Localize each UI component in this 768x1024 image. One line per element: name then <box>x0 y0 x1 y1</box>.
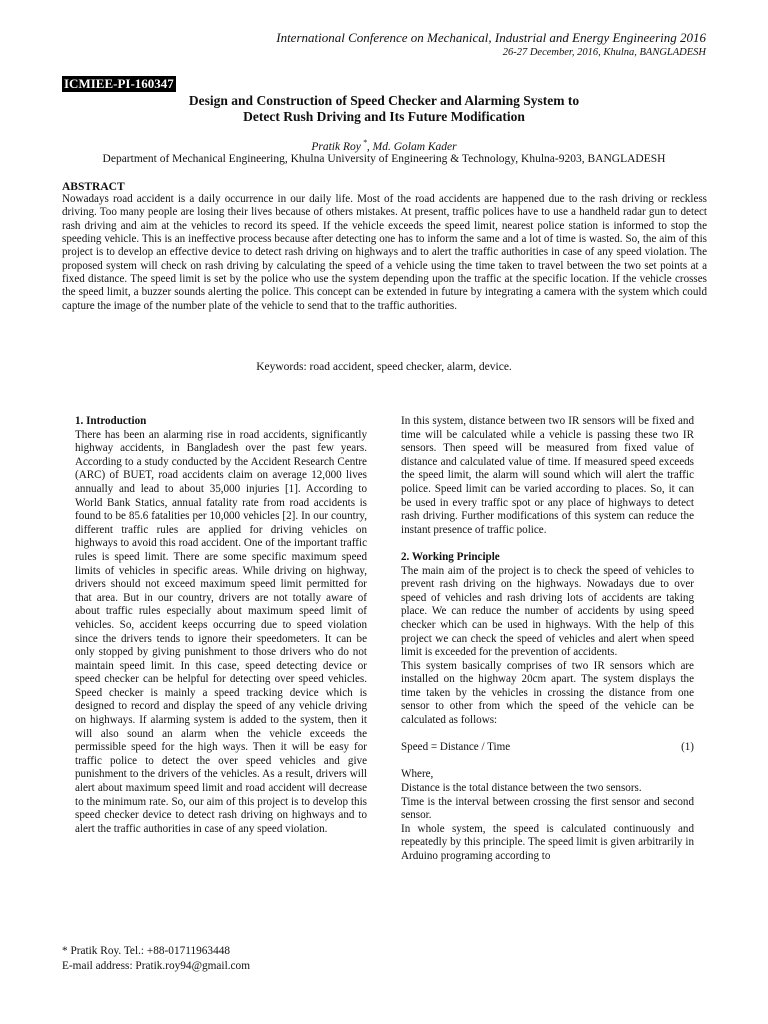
keywords-line: Keywords: road accident, speed checker, alarm, device. <box>256 361 512 373</box>
left-column <box>75 415 367 836</box>
working-principle-paragraph-1: The main aim of the project is to check the speed of vehicles to prevent rash driving on the highways. Nowadays due to over speed of vehicles and rash driving lots of accidents are taking place. We can reduce the number of accidents by using speed checker which can be used in highways. With the help of this project we can check the speed of vehicles and alert when speed limit is exceeded for the prevention of accidents. <box>401 564 694 659</box>
co-author-names: , Md. Golam Kader <box>366 140 457 153</box>
conference-name: International Conference on Mechanical, Industrial and Energy Engineering 2016 <box>276 30 706 45</box>
section-heading-working-principle: 2. Working Principle <box>401 550 500 563</box>
equation-number: (1) <box>681 741 694 754</box>
equation-text: Speed = Distance / Time <box>401 741 511 754</box>
distance-definition: Distance is the total distance between the two sensors. <box>401 782 642 795</box>
corresponding-author-mark: * <box>362 138 367 147</box>
footnote-email: E-mail address: Pratik.roy94@gmail.com <box>62 960 250 972</box>
abstract-text: Nowadays road accident is a daily occurrence in our daily life. Most of the road accidents are happened due to the rash driving or reckless driving. Too many people are losing their lives because of others mistakes. At present, traffic polices have to use a handheld radar gun to detect rash driving and aim at the vehicles to record its speed. If the vehicle exceeds the speed limit, nearest police station is informed to stop the speeding vehicle. This is an ineffective process because after detecting one has to inform the same and a lot of time is wasted. So, the aim of this project is to develop an effective device to detect rash driving on highways and to alert the traffic authorities in case of any speed violation. The proposed system will check on rash driving by calculating the speed of a vehicle using the time taken to travel between the two set points at a fixed distance. The speed limit is set by the police who use the system depending upon the traffic at the specific location. If the vehicle crosses the speed limit, a buzzer sounds alerting the police. This concept can be extended in future by integrating a camera with the system which could capture the image of the number plate of the vehicle to send that to the traffic authorities. <box>62 193 707 312</box>
time-definition: Time is the interval between crossing the first sensor and second sensor. <box>401 795 694 822</box>
paper-id-label: ICMIEE-PI-160347 <box>64 76 174 91</box>
where-label: Where, <box>401 768 434 781</box>
footnote-contact: * Pratik Roy. Tel.: +88-01711963448 <box>62 945 231 957</box>
author-name: Pratik Roy <box>311 140 361 153</box>
paper-title-line-2: Detect Rush Driving and Its Future Modification <box>243 109 525 124</box>
working-principle-paragraph-2: This system basically comprises of two IR sensors which are installed on the highway 20cm apart. The system displays the time taken by the vehicles in crossing the distance from one sensor to other from which the speed of the vehicle can be calculated as follows: <box>401 659 694 727</box>
abstract-heading: ABSTRACT <box>62 181 125 193</box>
speed-calculation-paragraph: In whole system, the speed is calculated continuously and repeatedly by this principle. The speed limit is given arbitrarily in Arduino programing according to <box>401 822 694 862</box>
affiliation: Department of Mechanical Engineering, Khulna University of Engineering & Technology, Khulna-9203, BANGLADESH <box>102 153 666 165</box>
author-list <box>0 138 768 153</box>
introduction-text: There has been an alarming rise in road accidents, significantly highway accidents, in Bangladesh over the past few years. According to a study conducted by the Accident Research Centre (ARC) of BUET, road accidents claim on average 12,000 lives annually and lead to about 35,000 injuries [1]. According to World Bank Statics, annual fatality rate from road accidents is found to be 85.6 fatalities per 10,000 vehicles [2]. In our country, different traffic rules are applied for driving vehicles on highways to avoid this road accident. One of the important traffic rules is speed limit. There are some specific maximum speed limits of vehicles in specific areas. While driving on highway, drivers should not exceed maximum speed limit permitted for that area. But in our country, drivers are not totally aware of about traffic rules especially about maximum speed limit of vehicles. So, accident keeps occurring due to speed violation since the drivers tends to ignore their speedometers. It can be only stopped by giving punishment to those drivers who do not maintain speed limit. In this case, speed detecting device or speed checker can be helpful for detecting over speed vehicles. Speed checker is mainly a speed tracking device which is designed to record and display the speed of any vehicle driving on highways. If alarming system is added to the system, then it will also sound an alarm when the vehicle exceeds the permissible speed for the high ways. Then it will be easy for traffic police to detect the over speed vehicles and give punishment to the drivers of the vehicles. As a result, drivers will alert about maximum speed limit and road accident will decrease to the minimum rate. So, our aim of this project is to develop this speed checker device to detect rash driving on highways and to alert the traffic authorities in case of any speed violation. <box>75 428 367 835</box>
paper-title-line-1: Design and Construction of Speed Checker and Alarming System to <box>188 93 580 108</box>
right-column <box>401 415 694 864</box>
footnote <box>62 944 250 974</box>
speed-equation <box>401 741 694 755</box>
system-description-paragraph: In this system, distance between two IR sensors will be fixed and time will be calculated while a vehicle is passing these two IR sensors. Then speed will be measured from fixed value of distance and calculated value of time. If measured speed exceeds the speed limit, the alarm will sound which will alert the traffic police. Speed limit can be varied according to places. So, it can be used in every traffic spot or any place of highways to detect rash driving. Further modifications of this system can reduce the instant presence of traffic police. <box>401 415 694 536</box>
section-heading-introduction: 1. Introduction <box>75 415 147 427</box>
conference-date-location: 26-27 December, 2016, Khulna, BANGLADESH <box>502 47 706 58</box>
